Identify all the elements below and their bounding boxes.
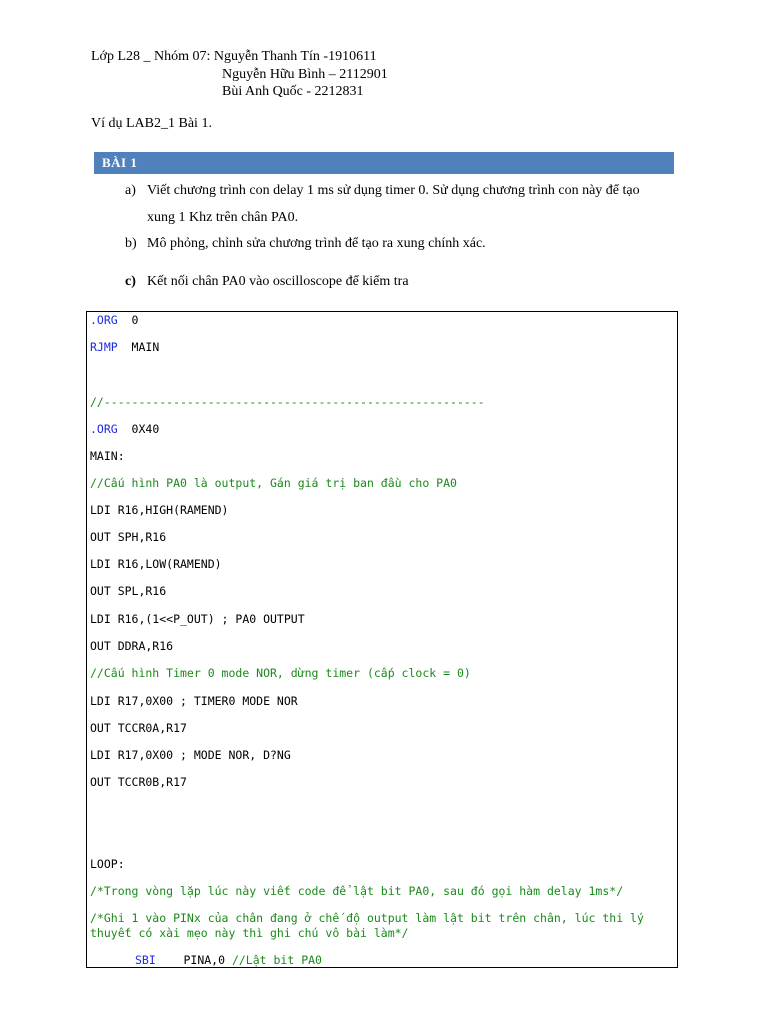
code-comment: //Lật bit PA0 <box>231 953 322 967</box>
code-operand: PINA,0 <box>155 953 232 967</box>
code-comment: //------------------------------------------------------- <box>90 395 485 409</box>
code-directive: .ORG <box>90 422 118 436</box>
code-line: OUT TCCR0A,R17 <box>90 721 187 735</box>
section-banner <box>94 152 674 174</box>
code-line: LDI R16,LOW(RAMEND) <box>90 557 222 571</box>
code-line: LDI R17,0X00 ; MODE NOR, D?NG <box>90 748 291 762</box>
task-label: b) <box>125 236 137 251</box>
code-label: LOOP: <box>90 857 125 871</box>
task-text: Kết nối chân PA0 vào oscilloscope để kiểm tra <box>147 274 409 289</box>
code-comment: /*Trong vòng lặp lúc này viết code để lật bit PA0, sau đó gọi hàm delay 1ms*/ <box>90 884 624 898</box>
task-text: Viết chương trình con delay 1 ms sử dụng timer 0. Sử dụng chương trình con này để tạo <box>147 183 640 198</box>
task-c <box>125 273 409 291</box>
code-directive: .ORG <box>90 313 118 327</box>
example-title: Ví dụ LAB2_1 Bài 1. <box>91 116 212 131</box>
code-operand: 0 <box>117 313 139 327</box>
code-line: LDI R17,0X00 ; TIMER0 MODE NOR <box>90 694 298 708</box>
task-label: c) <box>125 274 136 289</box>
code-line <box>90 313 138 328</box>
header-line-1: Lớp L28 _ Nhóm 07: Nguyễn Thanh Tín -1910611 <box>91 49 377 64</box>
banner-title: BÀI 1 <box>102 155 138 170</box>
header-line-3: Bùi Anh Quốc - 2212831 <box>222 84 364 99</box>
code-comment: thuyết có xài mẹo này thì ghi chú vô bài làm*/ <box>90 926 409 940</box>
task-label: a) <box>125 183 136 198</box>
code-line <box>90 422 159 437</box>
code-line: OUT DDRA,R16 <box>90 639 174 653</box>
code-line: OUT TCCR0B,R17 <box>90 775 187 789</box>
code-comment: //Cấu hình PA0 là output, Gán giá trị ban đầu cho PA0 <box>90 476 457 490</box>
code-instruction: RJMP <box>90 340 118 354</box>
code-comment: /*Ghi 1 vào PINx của chân đang ở chế độ output làm lật bit trên chân, lúc thi lý <box>90 911 644 925</box>
code-line: LDI R16,(1<<P_OUT) ; PA0 OUTPUT <box>90 612 305 626</box>
header-line-2: Nguyễn Hữu Bình – 2112901 <box>222 67 388 82</box>
task-a-cont <box>147 209 298 227</box>
code-operand: 0X40 <box>117 422 160 436</box>
task-text: xung 1 Khz trên chân PA0. <box>147 210 299 225</box>
code-operand: MAIN <box>117 340 160 354</box>
code-line <box>135 953 322 968</box>
task-b <box>125 235 486 253</box>
code-comment: //Cấu hình Timer 0 mode NOR, dừng timer (cấp clock = 0) <box>90 666 471 680</box>
task-a <box>125 182 640 200</box>
code-line <box>90 340 159 355</box>
code-line: LDI R16,HIGH(RAMEND) <box>90 503 229 517</box>
task-text: Mô phỏng, chỉnh sửa chương trình để tạo ra xung chính xác. <box>147 236 486 251</box>
code-line: OUT SPL,R16 <box>90 584 167 598</box>
code-instruction: SBI <box>135 953 156 967</box>
code-line: OUT SPH,R16 <box>90 530 167 544</box>
code-label: MAIN: <box>90 449 125 463</box>
